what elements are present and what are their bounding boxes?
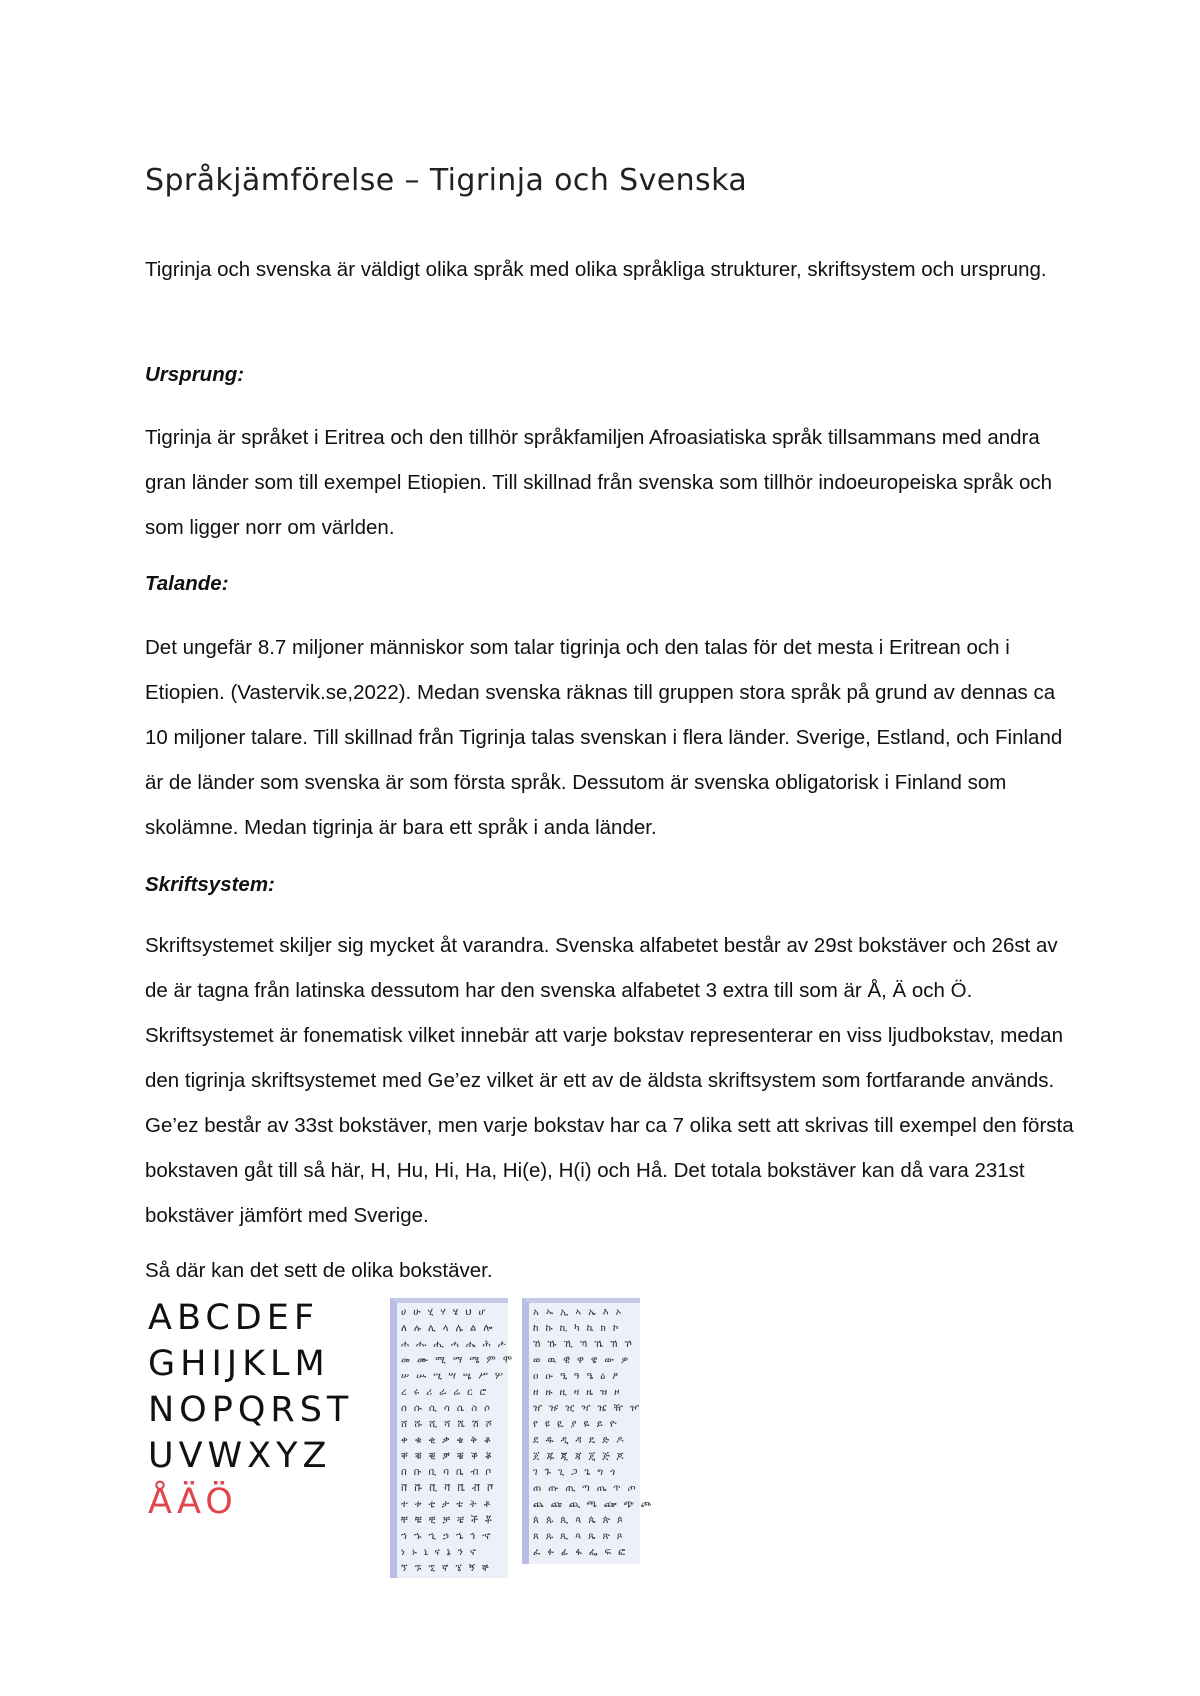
section-heading-skriftsystem: Skriftsystem: — [145, 873, 275, 896]
intro-paragraph: Tigrinja och svenska är väldigt olika språk med olika språkliga strukturer, skriftsystem och ursprung. — [145, 258, 1047, 281]
alphabet-extra-letters: ÅÄÖ — [148, 1482, 238, 1522]
geez-syllabary-chart-right: አኡኢኣኤእኦ ከኩኪካኬክኮ ኸኹኺኻኼኽኾ ወዉዊዋዌውዎ ዐዑዒዓዔዕዖ ዘዙዚዛዜዝዞ ዠዡዢዣዤዥዦ የዩዪያዬይዮ ደዱዲዳዴድዶ ጀጁጂጃጄጅጆ ገጉጊጋጌግጎ ጠጡጢጣጤጥጦ ጨጩጪጫጬጭጮ ጰጱጲጳጴጵጶ ጸጹጺጻጼጽጾ ፈፉፊፋፌፍፎ — [522, 1298, 640, 1564]
page-title: Språkjämförelse – Tigrinja och Svenska — [145, 163, 748, 198]
figure-caption: Så där kan det sett de olika bokstäver. — [145, 1259, 493, 1282]
alphabet-row: UVWXYZ — [148, 1436, 332, 1476]
geez-syllabary-chart-left: ሀሁሂሃሄህሆ ለሉሊላሌልሎ ሐሑሒሓሔሕሖ መሙሚማሜምሞ ሠሡሢሣሤሥሦ ረሩሪራሬርሮ ሰሱሲሳሴስሶ ሸሹሺሻሼሽሾ ቀቁቂቃቄቅቆ ቐቑቒቓቔቕቖ በቡቢባቤብቦ ቨቩቪቫቬቭቮ ተቱቲታቴትቶ ቸቹቺቻቼችቾ ኀኁኂኃኄኅኆ ነኑኒናኔንኖ ኘኙኚኛኜኝኞ — [390, 1298, 508, 1578]
section-text-ursprung: Tigrinja är språket i Eritrea och den tillhör språkfamiljen Afroasiatiska språk tillsammans med andra gran länder som till exempel Etiopien. Till skillnad från svenska som tillhör indoeuropeiska språk och som ligger norr om världen. — [145, 426, 1052, 539]
section-heading-talande: Talande: — [145, 572, 229, 595]
swedish-alphabet-figure — [148, 1295, 378, 1525]
alphabet-row: ABCDEF — [148, 1298, 319, 1338]
alphabet-row: GHIJKLM — [148, 1344, 330, 1384]
section-text-skriftsystem: Skriftsystemet skiljer sig mycket åt varandra. Svenska alfabetet består av 29st bokstäver och 26st av de är tagna från latinska dessutom har den svenska alfabetet 3 extra till som är Å, Ä och Ö. Skriftsystemet är fonematisk vilket innebär att varje bokstav representerar en viss ljudbokstav, medan den tigrinja skriftsystemet med Ge’ez vilket är ett av de äldsta skriftsystem som fortfarande används. Ge’ez består av 33st bokstäver, men varje bokstav har ca 7 olika sett att skrivas till exempel den första bokstaven gåt till så här, H, Hu, Hi, Ha, Hi(e), H(i) och Hå. Det totala bokstäver kan då vara 231st bokstäver jämfört med Sverige. — [145, 934, 1074, 1227]
alphabet-row: NOPQRST — [148, 1390, 354, 1430]
section-heading-ursprung: Ursprung: — [145, 363, 245, 386]
section-text-talande: Det ungefär 8.7 miljoner människor som talar tigrinja och den talas för det mesta i Eritrean och i Etiopien. (Vastervik.se,2022). Medan svenska räknas till gruppen stora språk på grund av dennas ca 10 miljoner talare. Till skillnad från Tigrinja talas svenskan i flera länder. Sverige, Estland, och Finland är de länder som svenska är som första språk. Dessutom är svenska obligatorisk i Finland som skolämne. Medan tigrinja är bara ett språk i anda länder. — [145, 636, 1063, 839]
